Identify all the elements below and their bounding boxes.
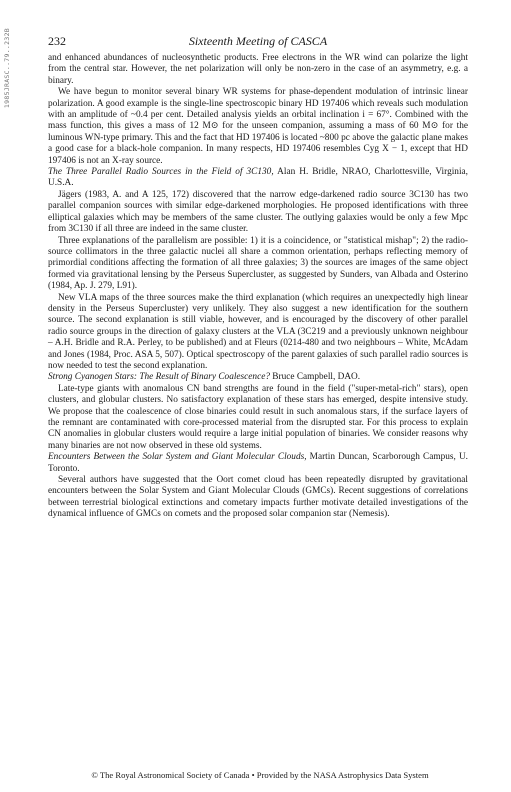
page-header [48, 34, 468, 50]
paragraph-3c130-1: Jägers (1983, A. and A 125, 172) discovered that the narrow edge-darkened radio source 3C130 has two parallel companion sources with similar edge-darkened morphologies. He proposed identifications with three elliptical galaxies which may be members of the same cluster. The outlying galaxies would be only a few Mpc from 3C130 if all three are indeed in the same cluster. [48, 189, 468, 235]
abstract-title: Encounters Between the Solar System and Giant Molecular Clouds, [48, 452, 307, 463]
paragraph-3c130-3: New VLA maps of the three sources make the third explanation (which requires an unexpectedly high linear density in the Perseus Supercluster) very unlikely. They also suggest a new identification for the southern source. The second explanation is still viable, however, and is encouraged by the discovery of other parallel radio source groups in the direction of galaxy clusters at the VLA (3C219 and a previously unknown neighbour – A.H. Bridle and R.A. Perley, to be published) and at Fleurs (0214-480 and two neighbours – White, McAdam and Jones (1984, Proc. ASA 5, 507). Optical spectroscopy of the parent galaxies of such parallel radio sources is now needed to test the second explanation. [48, 292, 468, 371]
paragraph-wr-binaries: We have begun to monitor several binary WR systems for phase-dependent modulation of intrinsic linear polarization. A good example is the single-line spectroscopic binary HD 197406 which reveals such modulation with an amplitude of ~0.4 per cent. Detailed analysis yields an orbital inclination i = 67°. Combined with the mass function, this gives a mass of 12 M⊙ for the unseen companion, assuming a mass of 60 M⊙ for the luminous WN-type primary. This and the fact that HD 197406 is located ~800 pc above the galactic plane makes a good case for a black-hole companion. In many respects, HD 197406 resembles Cyg X − 1, except that HD 197406 is not an X-ray source. [48, 87, 468, 166]
paragraph-3c130-2: Three explanations of the parallelism are possible: 1) it is a coincidence, or "statistical mishap"; 2) the radio-source collimators in the three galactic nuclei all share a common orientation, perhaps reflecting memory of primordial conditions affecting the formation of all three galaxies; 3) the sources are images of the same object formed via gravitational lensing by the Perseus Supercluster, as suggested by Sunders, van Albada and Osterino (1984, Ap. J. 279, L91). [48, 235, 468, 292]
page-body [48, 53, 468, 521]
paragraph-gmc-1: Several authors have suggested that the Oort comet cloud has been repeatedly disrupted by gravitational encounters between the Solar System and Giant Molecular Clouds (GMCs). Recent suggestions of correlations between terrestrial biological extinctions and cometary impacts further motivate detailed investigations of the dynamical influence of GMCs on comets and the proposed solar companion star (Nemesis). [48, 475, 468, 520]
abstract-heading-cyanogen [48, 372, 468, 383]
running-title: Sixteenth Meeting of CASCA [188, 34, 328, 48]
paragraph-continued: and enhanced abundances of nucleosynthetic products. Free electrons in the WR wind can polarize the light from the central star. However, the net polarization will only be non-zero in the case of an asymmetry, e.g. a binary. [48, 53, 468, 86]
abstract-title: Strong Cyanogen Stars: The Result of Binary Coalescence? [48, 372, 270, 383]
abstract-heading-gmc [48, 452, 468, 475]
abstract-heading-3c130 [48, 167, 468, 190]
abstract-author: Martin Duncan, Scarborough Campus, U. Toronto. [48, 452, 468, 474]
paragraph-cyanogen-1: Late-type giants with anomalous CN band strengths are found in the field ("super-metal-rich" stars), open clusters, and globular clusters. No satisfactory explanation of these stars has emerged, despite intensive study. We propose that the coalescence of close binaries could result in such anomalous stars, if the surface layers of the remnant are contaminated with core-processed material from the disrupted star. For this process to explain CN anomalies in globular clusters would require a large initial population of binaries. We consider reasons why many binaries are not now observed in these old systems. [48, 383, 468, 451]
bibcode-margin-stamp: 1985JRASC..79..232B [3, 28, 11, 109]
page-number: 232 [48, 34, 66, 48]
abstract-author: Alan H. Bridle, NRAO, Charlottesville, Virginia, U.S.A. [48, 167, 468, 189]
copyright-footer: © The Royal Astronomical Society of Canada • Provided by the NASA Astrophysics Data System [91, 770, 429, 780]
abstract-author: Bruce Campbell, DAO. [269, 372, 361, 383]
abstract-title: The Three Parallel Radio Sources in the Field of 3C130, [48, 167, 274, 178]
